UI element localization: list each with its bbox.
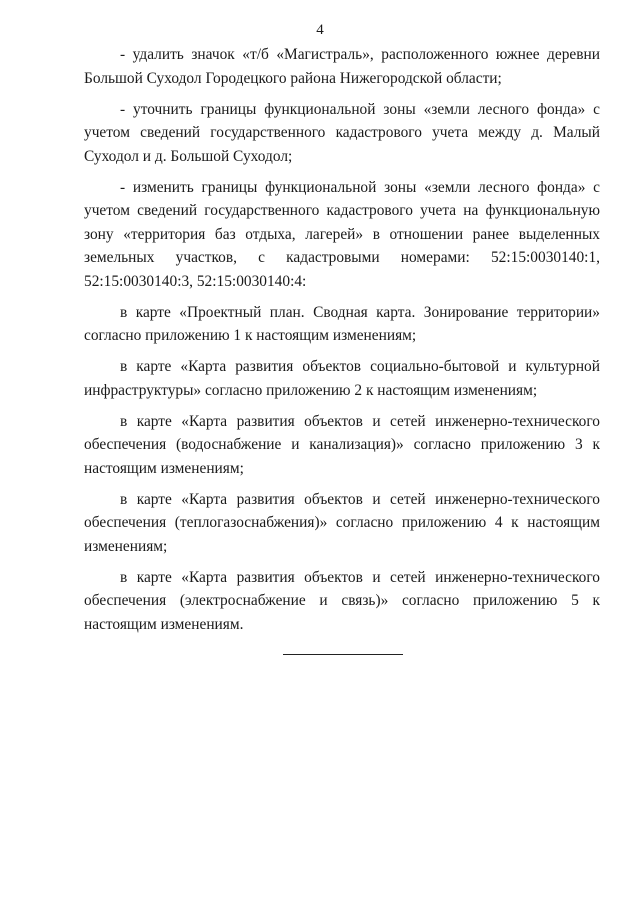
paragraph-map-heat-gas: в карте «Карта развития объектов и сетей инженерно-технического обеспечения (теплогазоснабжения)» согласно приложению 4 к настоящим изменениям; xyxy=(84,490,600,555)
page-number: 4 xyxy=(316,22,324,38)
end-divider-line xyxy=(283,654,403,655)
paragraph-map-power-communication: в карте «Карта развития объектов и сетей инженерно-технического обеспечения (электроснабжение и связь)» согласно приложению 5 к настоящим изменениям. xyxy=(84,568,600,633)
paragraph-change-forest-zone: - изменить границы функциональной зоны «земли лесного фонда» с учетом сведений государственного кадастрового учета на функциональную зону «территория баз отдыха, лагерей» в отношении ранее выделенных земельных участков, с кадастровыми номерами: 52:15:0030140:1, 52:15:0030140:3, 52:15:0030140:4: xyxy=(84,178,600,290)
document-body xyxy=(84,43,600,644)
paragraph-remove-icon: - удалить значок «т/б «Магистраль», расположенного южнее деревни Большой Суходол Городецкого района Нижегородской области; xyxy=(84,46,600,87)
paragraph-map-social-infrastructure: в карте «Карта развития объектов социально-бытовой и культурной инфраструктуры» согласно приложению 2 к настоящим изменениям; xyxy=(84,358,600,399)
paragraph-map-zoning: в карте «Проектный план. Сводная карта. Зонирование территории» согласно приложению 1 к настоящим изменениям; xyxy=(84,303,600,344)
paragraph-map-water-sewerage: в карте «Карта развития объектов и сетей инженерно-технического обеспечения (водоснабжение и канализация)» согласно приложению 3 к настоящим изменениям; xyxy=(84,412,600,477)
paragraph-clarify-forest-zone: - уточнить границы функциональной зоны «земли лесного фонда» с учетом сведений государственного кадастрового учета между д. Малый Суходол и д. Большой Суходол; xyxy=(84,100,600,165)
